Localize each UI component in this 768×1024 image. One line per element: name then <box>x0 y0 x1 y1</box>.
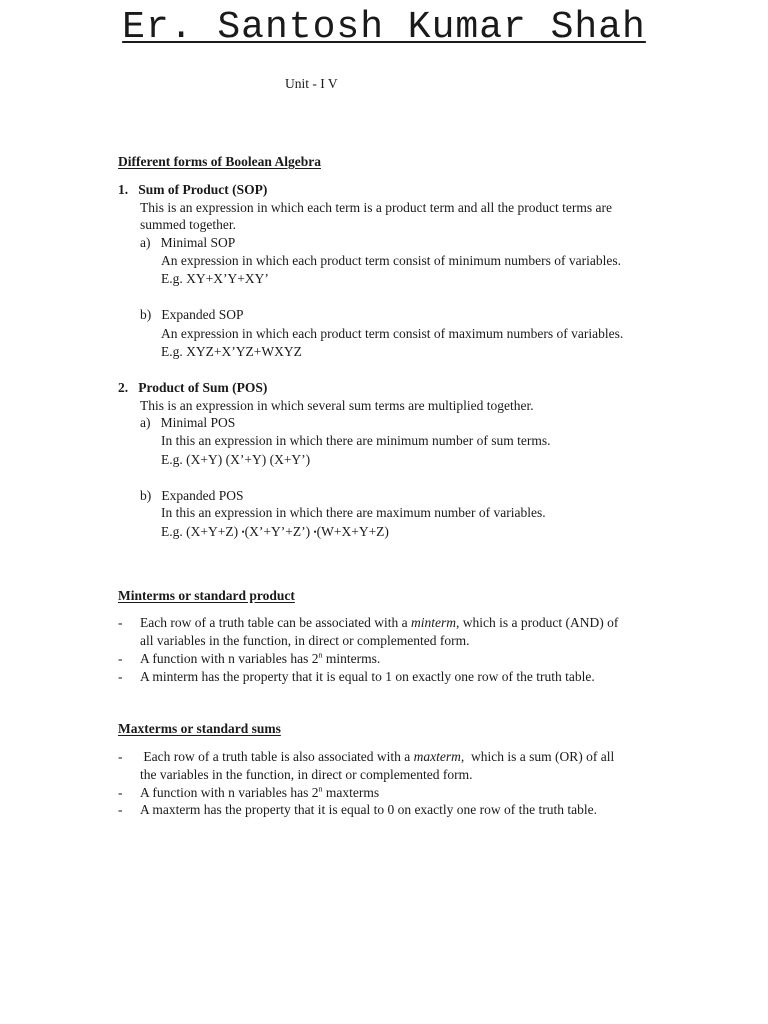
expanded-pos-desc: In this an expression in which there are maximum number of variables. <box>161 505 546 520</box>
maxterms-item-2-text-end: maxterms <box>322 785 380 800</box>
maxterms-bullet-2: - <box>118 785 123 800</box>
author-title: Er. Santosh Kumar Shah <box>122 6 646 49</box>
minterms-heading: Minterms or standard product <box>118 588 295 603</box>
minterm-emphasis: minterm <box>411 615 457 630</box>
maxterms-bullet-3: - <box>118 802 123 817</box>
minterms-item-1-text-end: , which is a product (AND) of <box>456 615 619 630</box>
minterms-item-1 <box>140 614 618 631</box>
minterms-item-1-line2: all variables in the function, in direct or complemented form. <box>140 633 470 648</box>
minterms-item-3: A minterm has the property that it is equal to 1 on exactly one row of the truth table. <box>140 669 595 684</box>
minterms-item-2-text-end: minterms. <box>322 651 381 666</box>
expanded-pos-term-3: (W+X+Y+Z) <box>316 524 389 539</box>
maxterms-item-1 <box>140 748 614 765</box>
minimal-pos-desc: In this an expression in which there are minimum number of sum terms. <box>161 433 551 448</box>
maxterms-bullet-1: - <box>118 749 123 764</box>
forms-heading: Different forms of Boolean Algebra <box>118 154 321 169</box>
maxterms-item-1-text: Each row of a truth table is also associated with a <box>140 749 414 764</box>
minterms-item-2 <box>140 650 380 667</box>
minimal-sop-desc: An expression in which each product term consist of minimum numbers of variables. <box>161 253 622 268</box>
unit-label: Unit - I V <box>285 76 338 91</box>
minimal-sop-example: E.g. XY+X’Y+XY’ <box>161 271 269 286</box>
maxterm-emphasis: maxterm, <box>413 749 465 764</box>
exponent: n <box>318 650 323 660</box>
expanded-sop-desc: An expression in which each product term consist of maximum numbers of variables. <box>161 326 624 341</box>
sop-desc-line1: This is an expression in which each term is a product term and all the product terms are <box>140 200 612 215</box>
minterms-bullet-1: - <box>118 615 123 630</box>
expanded-pos-term-1: E.g. (X+Y+Z) <box>161 524 239 539</box>
expanded-sop-label: b) Expanded SOP <box>140 307 244 322</box>
minterms-item-1-text: Each row of a truth table can be associated with a <box>140 615 412 630</box>
expanded-pos-term-2: (X’+Y’+Z’) <box>244 524 311 539</box>
sop-title: 1. Sum of Product (SOP) <box>118 182 268 197</box>
pos-desc: This is an expression in which several sum terms are multiplied together. <box>140 398 534 413</box>
minimal-pos-label: a) Minimal POS <box>140 415 236 430</box>
expanded-pos-example <box>161 523 389 541</box>
minterms-bullet-3: - <box>118 669 123 684</box>
minterms-bullet-2: - <box>118 651 123 666</box>
minterms-item-2-text: A function with n variables has 2 <box>140 651 319 666</box>
maxterms-item-1-line2: the variables in the function, in direct or complemented form. <box>140 767 473 782</box>
maxterms-item-1-text-end: which is a sum (OR) of all <box>464 749 615 764</box>
minimal-pos-example: E.g. (X+Y) (X’+Y) (X+Y’) <box>161 452 311 467</box>
pos-title: 2. Product of Sum (POS) <box>118 380 268 395</box>
exponent: n <box>318 784 323 794</box>
dot-operator: • <box>241 527 245 537</box>
dot-operator: • <box>313 527 317 537</box>
maxterms-item-2 <box>140 784 379 801</box>
sop-desc-line2: summed together. <box>140 217 236 232</box>
maxterms-item-3: A maxterm has the property that it is equal to 0 on exactly one row of the truth table. <box>140 802 598 817</box>
maxterms-heading: Maxterms or standard sums <box>118 721 281 736</box>
maxterms-item-2-text: A function with n variables has 2 <box>140 785 319 800</box>
expanded-pos-label: b) Expanded POS <box>140 488 244 503</box>
expanded-sop-example: E.g. XYZ+X’YZ+WXYZ <box>161 344 302 359</box>
minimal-sop-label: a) Minimal SOP <box>140 235 236 250</box>
